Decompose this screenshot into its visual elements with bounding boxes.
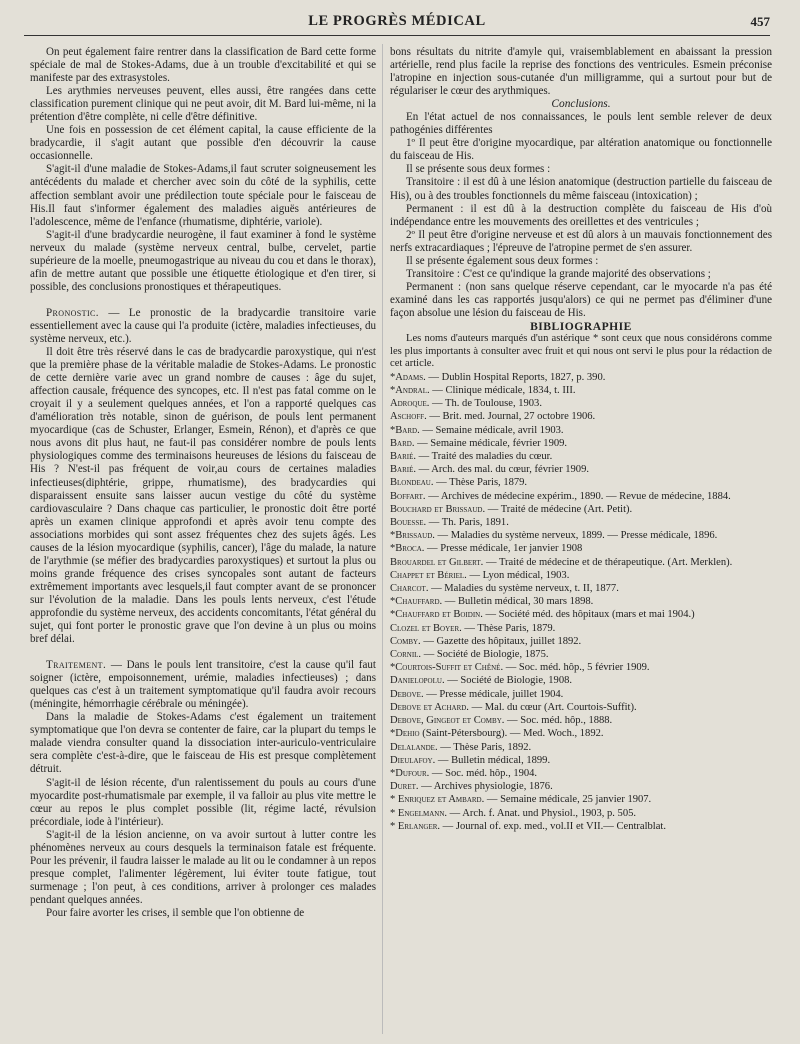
reference-item xyxy=(390,582,772,595)
reference-item xyxy=(390,674,772,687)
reference-source: — Semaine médicale, avril 1903. xyxy=(419,424,564,436)
reference-author: Debove. xyxy=(390,688,424,700)
paragraph: En l'état actuel de nos connaissances, le pouls lent semble relever de deux pathogénies différentes xyxy=(390,111,772,137)
paragraph: Dans la maladie de Stokes-Adams c'est également un traitement symptomatique que l'on devra se contenter de faire, car la plupart du temps le malade viendra consulter quand la dissociation inter-auriculo-ventriculaire sera complète c'est-à-dire, que le faisceau de His est presque complètement détruit. xyxy=(30,711,376,776)
reference-source: — Clinique médicale, 1834, t. III. xyxy=(429,385,576,397)
reference-author: Chappet et Bériel. xyxy=(390,569,467,581)
bibliography-heading: BIBLIOGRAPHIE xyxy=(530,319,632,333)
reference-author: *Dufour. xyxy=(390,767,430,779)
reference-author: *Andral. xyxy=(390,385,430,397)
reference-author: * Erlanger. xyxy=(390,820,441,832)
reference-author: *Broca. xyxy=(390,543,425,555)
prognostic-body: Il doit être très réservé dans le cas de bradycardie paroxystique, qui n'est que la première phase de la véritable maladie de Stokes-Adams. Le pronostic de cette dernière varie avec un grand nombre de causes : âge du sujet, affection causale, fréquence des syncopes, etc. Il n'est pas fatal comme on le croyait il y a seulement quelques années, et l'on a rapporté quelques cas d'amélioration très notable, sinon de guérison, de pouls lent permanent myocardique (cas de Schuster, Erlanger, Esmein, Rénon), et d'après ce que nous avons dit plus haut, ne faut-il pas considérer nombre de pouls lents physiologiques comme des terminaisons heureuses de lésions du faisceau de His ? N'est-il pas fréquent de voir,au cours de certaines maladies infectieuses(diphtérie, grippe, rhumatisme), des bradycardies qui disparaissent ensuite sans laisser aucun vestige du côté du système cardiovasculaire ? Dans chaque cas particulier, le pronostic doit être porté après un examen clinique approfondi et après avoir tenu compte des associations morbides qui sont assez fréquentes chez des sujets âgés. Les causes de la lésion myocardique (syphilis, cancer), l'âge du malade, la nature de l'arythmie (se méfier des bradycardies paroxystiques) et surtout la plus ou moins grande fréquence des crises syncopales sont autant de facteurs extrêmement importants avec lesquels,il faut compter avant de se prononcer sur l'évolution de la maladie. Dans les pouls lents nerveux, c'est l'étude approfondie du système nerveux, des accidents concomitants, l'état général du sujet, qui font porter le pronostic grave que l'on devine à un plus ou moins bref délai. xyxy=(30,346,376,646)
paragraph: S'agit-il d'une maladie de Stokes-Adams,il faut scruter soigneusement les antécédents du malade et chercher avec soin du côté de la syphilis, cette affection semblant avoir une prédilection toute spéciale pour le faisceau de His.Il faut s'informer également des maladies aiguës antérieures de l'adolescence, même de l'enfance (rhumatisme, diphtérie, variole). xyxy=(30,163,376,228)
reference-item xyxy=(390,384,772,397)
paragraph: Il se présente sous deux formes : xyxy=(406,163,551,176)
paragraph: bons résultats du nitrite d'amyle qui, vraisemblablement en abaissant la pression artérielle, rend plus facile la reprise des fonctions des ventricules. Esmein préconise l'atropine en injection sous-cutanée d'un milligramme, qui a surtout pour but de régulariser le cœur des arythmiques. xyxy=(390,46,772,98)
reference-author: Brouardel et Gilbert. xyxy=(390,556,484,568)
reference-item xyxy=(390,793,772,806)
paragraph: Transitoire : C'est ce qu'indique la grande majorité des observations ; xyxy=(406,267,711,280)
reference-source: — Arch. f. Anat. und Physiol., 1903, p. 505. xyxy=(447,807,637,819)
page-number: 457 xyxy=(750,14,770,29)
reference-source: — Société de Biologie, 1875. xyxy=(421,649,549,661)
reference-source: (Saint-Pétersbourg). — Med. Woch., 1892. xyxy=(419,728,604,740)
reference-item xyxy=(390,556,772,569)
reference-author: Blondeau. xyxy=(390,477,434,489)
reference-author: Aschoff. xyxy=(390,411,427,423)
reference-item xyxy=(390,754,772,767)
reference-author: Cornil. xyxy=(390,649,422,661)
paragraph: S'agit-il d'une bradycardie neurogène, il faut examiner à fond le système nerveux du malade (système nerveux central, bulbe, cervelet, partie supérieure de la moelle, pneumogastrique au niveau du cou et dans le thorax), afin de mettre autant que possible une étiquette étiologique et d'en tirer, si possible, des conclusions pronostiques et thérapeutiques. xyxy=(30,228,376,293)
column-divider xyxy=(382,44,383,1034)
reference-author: *Dehio xyxy=(390,728,420,740)
reference-source: — Gazette des hôpitaux, juillet 1892. xyxy=(420,635,582,647)
reference-item xyxy=(390,727,772,740)
reference-author: *Adams. xyxy=(390,371,426,383)
reference-source: — Archives de médecine expérim., 1890. — Revue de médecine, 1884. xyxy=(425,490,731,502)
reference-author: Bouchard et Brissaud. xyxy=(390,503,486,515)
reference-item xyxy=(390,371,772,384)
reference-source: — Th. Paris, 1891. xyxy=(426,517,509,529)
paragraph: Permanent : (non sans quelque réserve cependant, car le myocarde n'a pas été examiné dans les cas rapportés jusqu'alors) ce qui ne permet pas d'éliminer d'une façon absolue une lésion du faisceau de His. xyxy=(390,280,772,319)
reference-author: Barié. xyxy=(390,451,417,463)
reference-item xyxy=(390,767,772,780)
reference-item xyxy=(390,463,772,476)
reference-item xyxy=(390,569,772,582)
reference-author: Barié. xyxy=(390,464,417,476)
reference-author: * Engelmann. xyxy=(390,807,448,819)
reference-source: — Semaine médicale, 25 janvier 1907. xyxy=(484,794,652,806)
reference-item xyxy=(390,424,772,437)
reference-source: — Lyon médical, 1903. xyxy=(466,569,570,581)
treatment-paragraph xyxy=(30,659,376,711)
reference-item xyxy=(390,741,772,754)
reference-item xyxy=(390,714,772,727)
reference-author: *Brissaud. xyxy=(390,530,435,542)
reference-author: *Bard. xyxy=(390,424,420,436)
treatment-heading: Traitement. xyxy=(46,659,107,672)
reference-source: — Soc. méd. hôp., 1904. xyxy=(429,767,538,779)
reference-item xyxy=(390,503,772,516)
bibliography-intro: Les noms d'auteurs marqués d'un astérique * sont ceux que nous considérons comme les plus importants à consulter avec fruit et qui nous ont servi le plus pour la rédaction de cet article. xyxy=(390,333,772,370)
reference-source: — Journal of. exp. med., vol.II et VII.— Centralblat. xyxy=(440,820,666,832)
reference-item xyxy=(390,701,772,714)
paragraph: Transitoire : il est dû à une lésion anatomique (destruction partielle du faisceau de His), ou à des troubles fonctionnels du même faisceau (intoxication) ; xyxy=(390,176,772,202)
reference-source: — Soc. méd. hôp., 1888. xyxy=(504,715,613,727)
reference-item xyxy=(390,635,772,648)
reference-source: — Arch. des mal. du cœur, février 1909. xyxy=(416,464,589,476)
right-column xyxy=(390,46,772,833)
reference-source: — Maladies du système nerveux, 1899. — Presse médicale, 1896. xyxy=(434,530,718,542)
conclusions-heading: Conclusions. xyxy=(551,98,611,111)
reference-source: — Semaine médicale, février 1909. xyxy=(414,437,568,449)
reference-item xyxy=(390,595,772,608)
reference-author: * Enriquez et Ambard. xyxy=(390,794,485,806)
left-column xyxy=(30,46,376,920)
reference-author: Clozel et Boyer. xyxy=(390,622,462,634)
reference-author: Duret. xyxy=(390,781,419,793)
reference-source: — Presse médicale, juillet 1904. xyxy=(423,688,564,700)
reference-item xyxy=(390,450,772,463)
reference-item xyxy=(390,807,772,820)
prognostic-paragraph xyxy=(30,307,376,346)
reference-author: Delalande. xyxy=(390,741,438,753)
reference-author: Danielopolu. xyxy=(390,675,445,687)
reference-source: — Th. de Toulouse, 1903. xyxy=(429,398,542,410)
reference-author: Bard. xyxy=(390,437,415,449)
paragraph: 2º Il peut être d'origine nerveuse et est dû alors à un mauvais fonctionnement des nerfs extracardiaques ; l'épreuve de l'atropine permet de s'en assurer. xyxy=(390,228,772,254)
reference-source: — Traité de médecine et de thérapeutique. (Art. Merklen). xyxy=(483,556,733,568)
reference-source: — Thèse Paris, 1892. xyxy=(437,741,532,753)
reference-source: — Traité de médecine (Art. Petit). xyxy=(485,503,633,515)
reference-author: Dieulafoy. xyxy=(390,754,436,766)
reference-item xyxy=(390,397,772,410)
reference-source: — Brit. med. Journal, 27 octobre 1906. xyxy=(426,411,596,423)
paragraph: On peut également faire rentrer dans la classification de Bard cette forme spéciale de mal de Stokes-Adams, due à un trouble d'excitabilité et qui se manifeste par des extrasystoles. xyxy=(30,46,376,85)
reference-source: — Thèse Paris, 1879. xyxy=(461,622,556,634)
reference-source: — Bulletin médical, 1899. xyxy=(435,754,551,766)
reference-source: — Traité des maladies du cœur. xyxy=(416,451,553,463)
reference-source: — Société méd. des hôpitaux (mars et mai 1904.) xyxy=(482,609,695,621)
reference-item xyxy=(390,661,772,674)
reference-author: Adroque. xyxy=(390,398,430,410)
paragraph: S'agit-il de la lésion ancienne, on va avoir surtout à lutter contre les phénomènes nerveux au cours desquels la terminaison fatale est fréquente. Pour les prévenir, il faudra laisser le malade au lit ou le condamner à un repos presque complet, l'alimenter légèrement, lui éviter toute fatigue, tout surmenage ; l'on peut, à ces conditions, arriver à prolonger ces malades pendant quelques années. xyxy=(30,828,376,906)
reference-item xyxy=(390,476,772,489)
reference-item xyxy=(390,529,772,542)
prognostic-lead: — Le pronostic de la bradycardie transitoire varie essentiellement avec la cause qui l'a produite (ictère, maladies infectieuses, du système nerveux, etc.). xyxy=(30,306,376,345)
reference-item xyxy=(390,410,772,423)
reference-author: *Chauffard et Boidin. xyxy=(390,609,483,621)
reference-author: Comby. xyxy=(390,635,421,647)
prognostic-heading: Pronostic. xyxy=(46,306,99,319)
reference-source: — Archives physiologie, 1876. xyxy=(418,781,553,793)
paragraph: Pour faire avorter les crises, il semble que l'on obtienne de xyxy=(46,907,305,919)
reference-item xyxy=(390,688,772,701)
reference-item xyxy=(390,516,772,529)
reference-item xyxy=(390,780,772,793)
reference-author: *Chauffard. xyxy=(390,596,443,608)
reference-item xyxy=(390,820,772,833)
reference-source: — Presse médicale, 1er janvier 1908 xyxy=(424,543,583,555)
reference-author: Bouesse. xyxy=(390,517,427,529)
paragraph: Permanent : il est dû à la destruction complète du faisceau de His d'où indépendance entre les mouvements des oreillettes et des ventricules ; xyxy=(390,202,772,228)
reference-list xyxy=(390,371,772,833)
reference-author: *Courtois-Suffit et Chêné. xyxy=(390,662,504,674)
reference-source: — Thèse Paris, 1879. xyxy=(433,477,528,489)
reference-author: Debove et Achard. xyxy=(390,701,469,713)
reference-source: — Bulletin médical, 30 mars 1898. xyxy=(442,596,594,608)
reference-source: — Maladies du système nerveux, t. II, 1877. xyxy=(428,583,619,595)
reference-author: Debove, Gingeot et Comby. xyxy=(390,715,505,727)
journal-title: LE PROGRÈS MÉDICAL xyxy=(308,13,486,29)
reference-source: — Mal. du cœur (Art. Courtois-Suffit). xyxy=(468,701,637,713)
paragraph: Une fois en possession de cet élément capital, la cause efficiente de la bradycardie, il s'agit autant que possible d'en découvrir la cause occasionnelle. xyxy=(30,124,376,163)
paragraph: S'agit-il de lésion récente, d'un ralentissement du pouls au cours d'une myocardite post-rhumatismale par exemple, il va falloir au plus vite mettre le cœur au repos le plus complet possible (lit, régime lacté, révulsion précordiale, iode à l'intérieur). xyxy=(30,776,376,828)
paragraph: Il se présente également sous deux formes : xyxy=(406,254,599,267)
reference-item xyxy=(390,490,772,503)
reference-author: Charcot. xyxy=(390,583,429,595)
paragraph: 1º Il peut être d'origine myocardique, par altération anatomique ou fonctionnelle du faisceau de His. xyxy=(390,137,772,163)
reference-item xyxy=(390,437,772,450)
reference-item xyxy=(390,608,772,621)
page-header xyxy=(24,13,770,36)
reference-item xyxy=(390,622,772,635)
reference-source: — Soc. méd. hôp., 5 février 1909. xyxy=(503,662,650,674)
reference-source: — Dublin Hospital Reports, 1827, p. 390. xyxy=(425,371,606,383)
paragraph: Les arythmies nerveuses peuvent, elles aussi, être rangées dans cette classification purement clinique qui ne peut avoir, dit M. Bard lui-même, ni la prétention d'être complète, ni celle d'être définitive. xyxy=(30,85,376,124)
treatment-lead: — Dans le pouls lent transitoire, c'est la cause qu'il faut soigner (ictère, empoisonnement, urémie, maladies infectieuses) ; dans quelques cas c'est à un traitement symptomatique qu'il faudra avoir recours (méningite, hémorrhagie cérébrale ou méningée). xyxy=(30,659,376,711)
reference-item xyxy=(390,542,772,555)
reference-author: Boffart. xyxy=(390,490,426,502)
reference-item xyxy=(390,648,772,661)
reference-source: — Société de Biologie, 1908. xyxy=(444,675,573,687)
